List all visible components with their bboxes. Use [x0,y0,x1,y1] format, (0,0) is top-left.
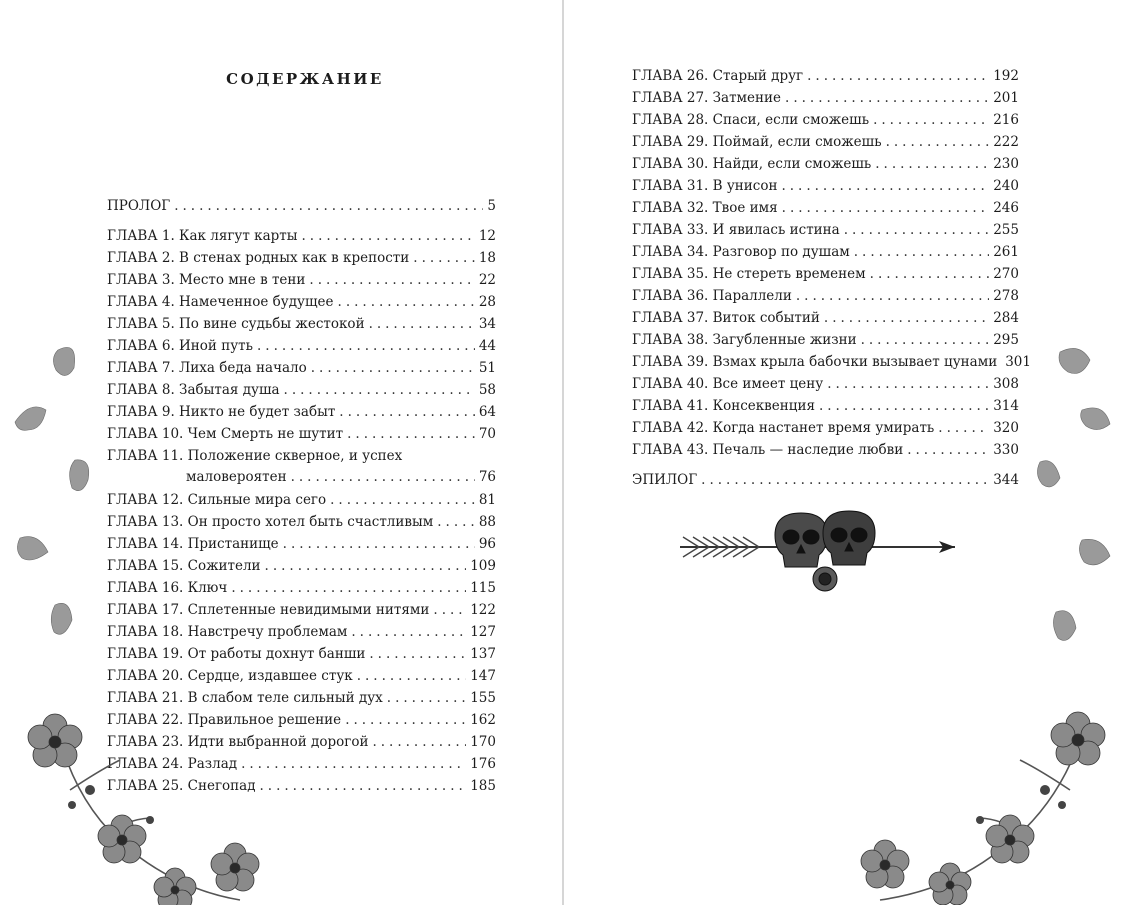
toc-entry [107,556,496,576]
petal [70,460,89,491]
toc-entry [632,374,1019,394]
toc-entry [107,644,496,664]
skull-right [823,511,875,565]
toc-entry-label: ГЛАВА 20. Сердце, издавшее стук [107,668,353,684]
toc-leader-dots [782,198,990,218]
toc-entry-label: ГЛАВА 11. Положение скверное, и успех [107,448,403,464]
toc-entry-page: 34 [478,316,496,332]
petal [1079,539,1110,565]
toc-entry-label: ГЛАВА 24. Разлад [107,756,238,772]
toc-entry-page: 344 [993,472,1019,488]
toc-leader-dots [345,710,466,730]
toc-entry-page: 70 [478,426,496,442]
toc-entry-label: ГЛАВА 27. Затмение [632,90,782,106]
toc-entry-page: 76 [478,469,496,485]
petal [1053,611,1076,641]
toc-entry-label: ГЛАВА 29. Поймай, если сможешь [632,134,882,150]
toc-entry-label: ГЛАВА 34. Разговор по душам [632,244,850,260]
toc-entry-label: ГЛАВА 19. От работы дохнут банши [107,646,366,662]
toc-entry-page: 96 [478,536,496,552]
toc-title: СОДЕРЖАНИЕ [226,70,384,88]
toc-entry-label: ГЛАВА 14. Пристанище [107,536,279,552]
toc-entry [107,314,496,334]
toc-entry [632,110,1019,130]
toc-entry [632,264,1019,284]
toc-entry-label: ГЛАВА 3. Место мне в тени [107,272,306,288]
toc-entry [632,440,1019,460]
toc-leader-dots [796,286,989,306]
toc-leader-dots [257,336,475,356]
toc-entry-page: 185 [470,778,496,794]
flower [98,815,146,863]
toc-entry [107,226,496,246]
toc-entry-label-continued: маловероятен [186,469,287,485]
toc-entry-label: ГЛАВА 5. По вине судьбы жестокой [107,316,365,332]
toc-entry-label: ПРОЛОГ [107,198,171,214]
toc-entry-label: ГЛАВА 36. Параллели [632,288,792,304]
toc-entry-label: ГЛАВА 1. Как лягут карты [107,228,298,244]
toc-leader-dots [827,374,989,394]
toc-leader-dots [844,220,990,240]
toc-entry [107,446,496,488]
toc-entry-label: ГЛАВА 28. Спаси, если сможешь [632,112,870,128]
toc-leader-dots [311,358,475,378]
toc-entry-page: 162 [470,712,496,728]
toc-entry-page: 230 [993,156,1019,172]
toc-entry-label: ГЛАВА 15. Сожители [107,558,261,574]
toc-leader-dots [372,732,466,752]
toc-entry-page: 122 [470,602,496,618]
toc-entry-page: 155 [470,690,496,706]
toc-leader-dots [938,418,989,438]
toc-entry-label: ЭПИЛОГ [632,472,698,488]
toc-entry-label: ГЛАВА 7. Лиха беда начало [107,360,307,376]
petal [1081,408,1110,430]
toc-entry-page: 127 [470,624,496,640]
toc-entry-page: 18 [478,250,496,266]
toc-entry-label: ГЛАВА 25. Снегопад [107,778,256,794]
toc-entry-label: ГЛАВА 17. Сплетенные невидимыми нитями [107,602,430,618]
flower [861,840,909,888]
toc-entry [632,242,1019,262]
petal [15,407,46,430]
toc-leader-dots [284,380,475,400]
toc-leader-dots [861,330,990,350]
toc-entry [632,286,1019,306]
toc-entry-label: ГЛАВА 40. Все имеет цену [632,376,824,392]
toc-entry-page: 320 [993,420,1019,436]
toc-entry-page: 278 [993,288,1019,304]
toc-leader-dots [265,556,467,576]
toc-entry-label: ГЛАВА 26. Старый друг [632,68,804,84]
toc-entry [632,198,1019,218]
toc-entry-label: ГЛАВА 23. Идти выбранной дорогой [107,734,369,750]
toc-entry-page: 216 [993,112,1019,128]
toc-entry [632,176,1019,196]
toc-entry [107,270,496,290]
toc-entry-label: ГЛАВА 33. И явилась истина [632,222,840,238]
toc-entry-page: 51 [478,360,496,376]
toc-entry-label: ГЛАВА 30. Найди, если сможешь [632,156,872,172]
toc-entry-label: ГЛАВА 42. Когда настанет время умирать [632,420,935,436]
petal [1059,348,1090,373]
toc-entry-label: ГЛАВА 8. Забытая душа [107,382,280,398]
toc-leader-dots [301,226,474,246]
toc-leader-dots [870,264,990,284]
toc-entry-label: ГЛАВА 43. Печаль — наследие любви [632,442,904,458]
toc-leader-dots [413,248,475,268]
toc-entry-page: 58 [478,382,496,398]
toc-entry [107,534,496,554]
toc-entry [107,248,496,268]
toc-entry-page: 176 [470,756,496,772]
toc-entry [107,196,496,216]
petal [1037,461,1060,487]
toc-leader-dots [309,270,474,290]
toc-entry-page: 137 [470,646,496,662]
toc-leader-dots [807,66,989,86]
toc-leader-dots [231,578,466,598]
toc-leader-dots [347,424,475,444]
toc-entry-label: ГЛАВА 16. Ключ [107,580,228,596]
toc-entry-label: ГЛАВА 38. Загубленные жизни [632,332,857,348]
toc-entry [632,396,1019,416]
toc-entry-label: ГЛАВА 4. Намеченное будущее [107,294,334,310]
toc-leader-dots [785,88,989,108]
toc-entry-page: 246 [993,200,1019,216]
flower [28,714,82,767]
right-flowers-decoration [850,700,1120,905]
toc-leader-dots [339,402,475,422]
toc-leader-dots [330,490,475,510]
toc-leader-dots [819,396,989,416]
flower [986,815,1034,863]
toc-entry [632,330,1019,350]
toc-entry-page: 201 [993,90,1019,106]
petal [51,603,72,634]
toc-entry-page: 255 [993,222,1019,238]
toc-entry-label: ГЛАВА 12. Сильные мира сего [107,492,327,508]
flower [929,863,971,905]
toc-entry [107,402,496,422]
toc-leader-dots [854,242,989,262]
toc-entry [107,490,496,510]
toc-entry [632,66,1019,86]
toc-entry-page: 330 [993,442,1019,458]
toc-entry-page: 109 [470,558,496,574]
toc-leader-dots [351,622,466,642]
left-petals-decoration [0,330,110,650]
toc-leader-dots [873,110,989,130]
toc-entry [107,666,496,686]
toc-entry-page: 88 [478,514,496,530]
toc-entry [632,132,1019,152]
toc-entry-label: ГЛАВА 2. В стенах родных как в крепости [107,250,410,266]
toc-leader-dots [886,132,990,152]
toc-entry-page: 222 [993,134,1019,150]
flower [211,843,259,891]
toc-entry [632,88,1019,108]
toc-leader-dots [907,440,989,460]
toc-entry-label: ГЛАВА 39. Взмах крыла бабочки вызывает цунами [632,354,998,370]
toc-leader-dots [437,512,475,532]
toc-leader-dots [174,196,483,216]
toc-leader-dots [433,600,466,620]
toc-entry-label: ГЛАВА 22. Правильное решение [107,712,342,728]
toc-entry-label: ГЛАВА 6. Иной путь [107,338,253,354]
toc-entry [632,418,1019,438]
toc-entry-page: 81 [478,492,496,508]
toc-entry-page: 284 [993,310,1019,326]
toc-entry-page: 64 [478,404,496,420]
toc-leader-dots [369,644,466,664]
toc-leader-dots [701,470,989,490]
toc-leader-dots [824,308,989,328]
toc-entry-label: ГЛАВА 21. В слабом теле сильный дух [107,690,383,706]
toc-entry-label: ГЛАВА 9. Никто не будет забыт [107,404,336,420]
toc-leader-dots [241,754,466,774]
toc-entry-page: 44 [478,338,496,354]
toc-entry-page: 170 [470,734,496,750]
toc-entry-label: ГЛАВА 10. Чем Смерть не шутит [107,426,344,442]
toc-leader-dots [338,292,475,312]
petal [53,347,74,375]
toc-entry [107,578,496,598]
toc-entry-page: 261 [993,244,1019,260]
flower [154,868,196,905]
toc-entry-page: 5 [487,198,496,214]
toc-entry [107,512,496,532]
toc-entry-page: 147 [470,668,496,684]
toc-entry-page: 115 [470,580,496,596]
toc-entry-label: ГЛАВА 35. Не стереть временем [632,266,866,282]
toc-entry-label: ГЛАВА 37. Виток событий [632,310,820,326]
toc-leader-dots [357,666,467,686]
toc-entry-page: 308 [993,376,1019,392]
toc-leader-dots [291,467,475,487]
flower [1051,712,1105,765]
toc-leader-dots [875,154,989,174]
rose [813,567,837,591]
skull-left [775,513,827,567]
petal [17,537,48,560]
toc-leader-dots [369,314,475,334]
toc-entry-page: 28 [478,294,496,310]
toc-entry [107,292,496,312]
toc-entry-page: 12 [478,228,496,244]
toc-entry [107,622,496,642]
toc-leader-dots [387,688,466,708]
toc-entry [632,352,1031,372]
toc-entry-label: ГЛАВА 41. Консеквенция [632,398,815,414]
toc-entry [107,380,496,400]
toc-leader-dots [781,176,989,196]
toc-entry [632,308,1019,328]
toc-entry-page: 270 [993,266,1019,282]
toc-entry-page: 240 [993,178,1019,194]
toc-entry-label: ГЛАВА 18. Навстречу проблемам [107,624,348,640]
toc-leader-dots [260,776,467,796]
toc-entry-page: 22 [478,272,496,288]
toc-entry [107,336,496,356]
toc-entry [107,424,496,444]
skulls-arrow-emblem [675,505,970,600]
toc-entry [632,470,1019,490]
toc-entry [632,220,1019,240]
toc-entry [107,358,496,378]
right-petals-decoration [1020,330,1126,650]
toc-entry-page: 301 [1005,354,1031,370]
left-flowers-decoration [10,700,270,905]
toc-entry-page: 295 [993,332,1019,348]
toc-entry-label: ГЛАВА 31. В унисон [632,178,778,194]
toc-entry-page: 192 [993,68,1019,84]
toc-entry-page: 314 [993,398,1019,414]
toc-leader-dots [283,534,475,554]
toc-entry-label: ГЛАВА 32. Твое имя [632,200,778,216]
toc-entry [107,600,496,620]
toc-entry-label: ГЛАВА 13. Он просто хотел быть счастливым [107,514,434,530]
toc-entry [632,154,1019,174]
